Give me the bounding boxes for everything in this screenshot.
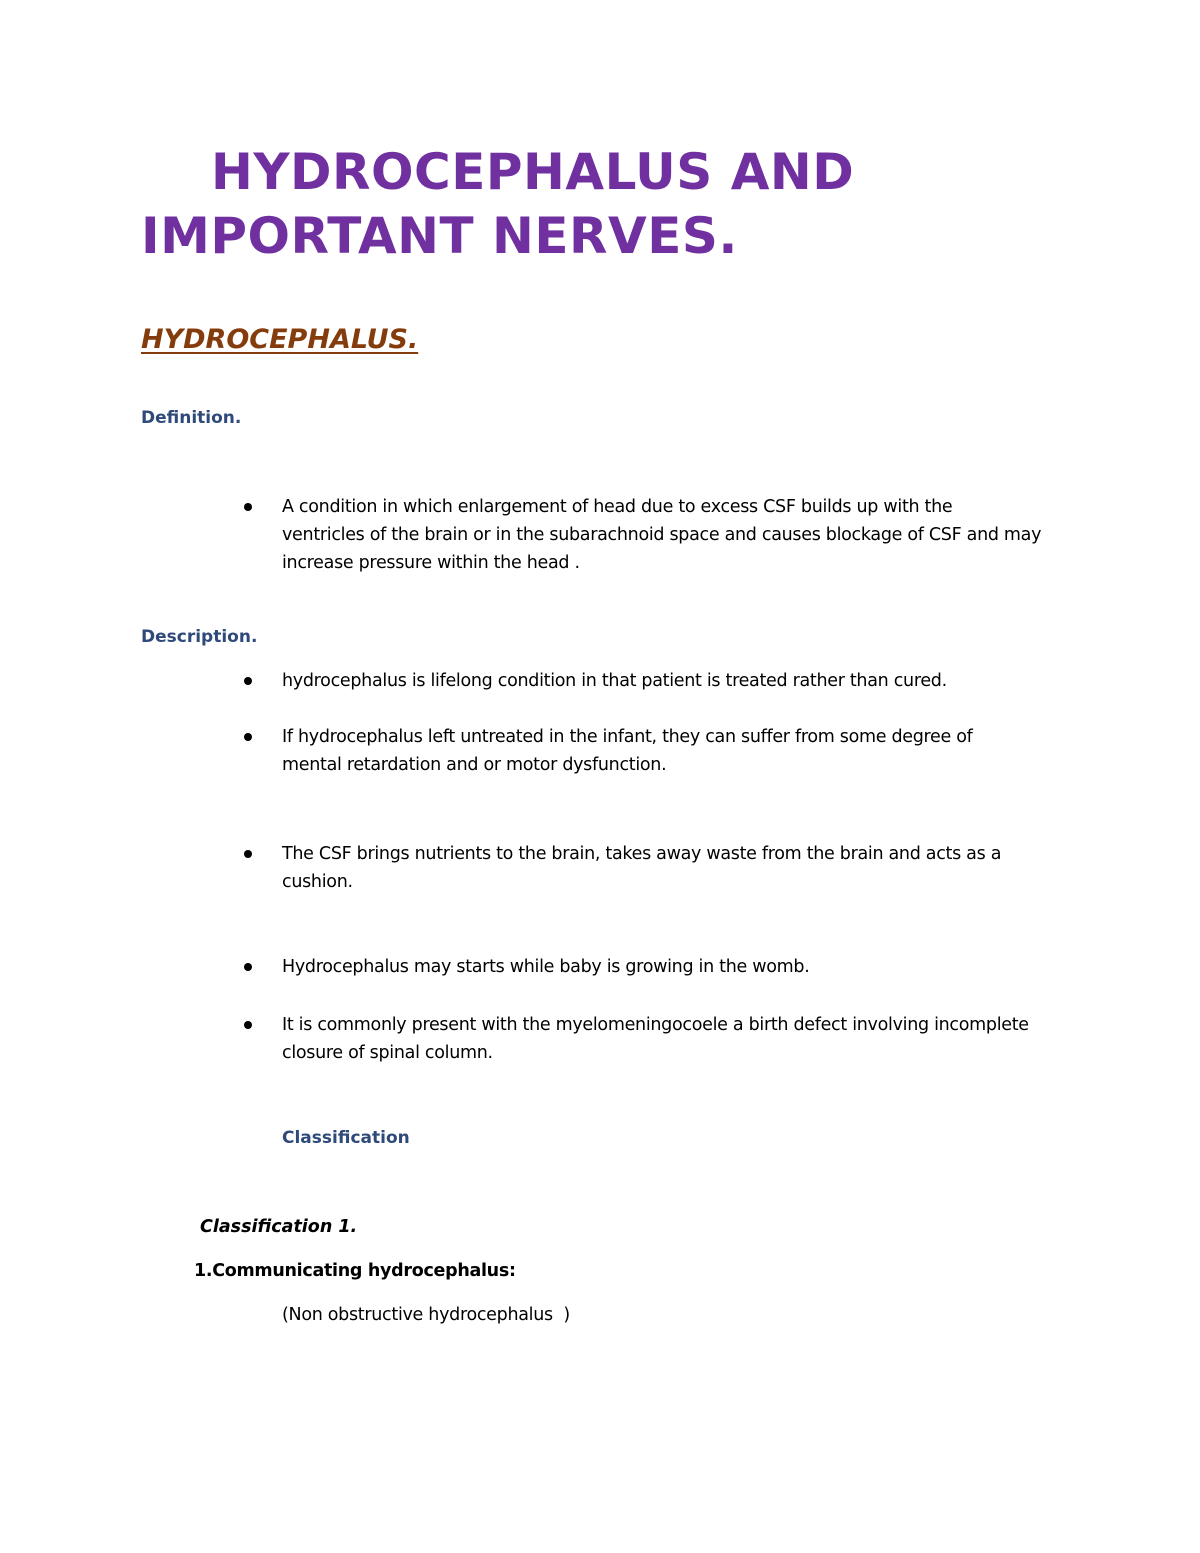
description-bullet-4-line-1: Hydrocephalus may starts while baby is growing in the womb.: [282, 957, 810, 977]
description-bullet-icon: [244, 963, 252, 971]
section-heading: HYDROCEPHALUS.: [141, 324, 419, 355]
classification-heading: Classification: [282, 1128, 410, 1148]
description-bullet-5-line-2: closure of spinal column.: [282, 1043, 493, 1063]
definition-bullet-icon: [244, 503, 252, 511]
description-bullet-icon: [244, 1021, 252, 1029]
description-bullet-2-line-2: mental retardation and or motor dysfunction.: [282, 755, 667, 775]
description-bullet-5-line-1: It is commonly present with the myelomeningocoele a birth defect involving incomplete: [282, 1015, 1029, 1035]
description-bullet-icon: [244, 850, 252, 858]
classification-item-title: 1.Communicating hydrocephalus:: [194, 1261, 516, 1281]
classification-item-note: (Non obstructive hydrocephalus ): [282, 1305, 570, 1325]
description-heading: Description.: [141, 627, 258, 647]
definition-bullet-line-1: A condition in which enlargement of head due to excess CSF builds up with the: [282, 497, 953, 517]
classification-subheading: Classification 1.: [200, 1217, 358, 1237]
definition-bullet-line-3: increase pressure within the head .: [282, 553, 580, 573]
description-bullet-icon: [244, 733, 252, 741]
definition-bullet-line-2: ventricles of the brain or in the subarachnoid space and causes blockage of CSF and may: [282, 525, 1042, 545]
description-bullet-icon: [244, 677, 252, 685]
document-title-line-2: IMPORTANT NERVES.: [141, 207, 738, 265]
definition-heading: Definition.: [141, 408, 242, 428]
description-bullet-1-line-1: hydrocephalus is lifelong condition in that patient is treated rather than cured.: [282, 671, 947, 691]
description-bullet-3-line-1: The CSF brings nutrients to the brain, takes away waste from the brain and acts as a: [282, 844, 1002, 864]
description-bullet-3-line-2: cushion.: [282, 872, 353, 892]
document-title-line-1: HYDROCEPHALUS AND: [211, 143, 855, 201]
description-bullet-2-line-1: If hydrocephalus left untreated in the infant, they can suffer from some degree of: [282, 727, 973, 747]
